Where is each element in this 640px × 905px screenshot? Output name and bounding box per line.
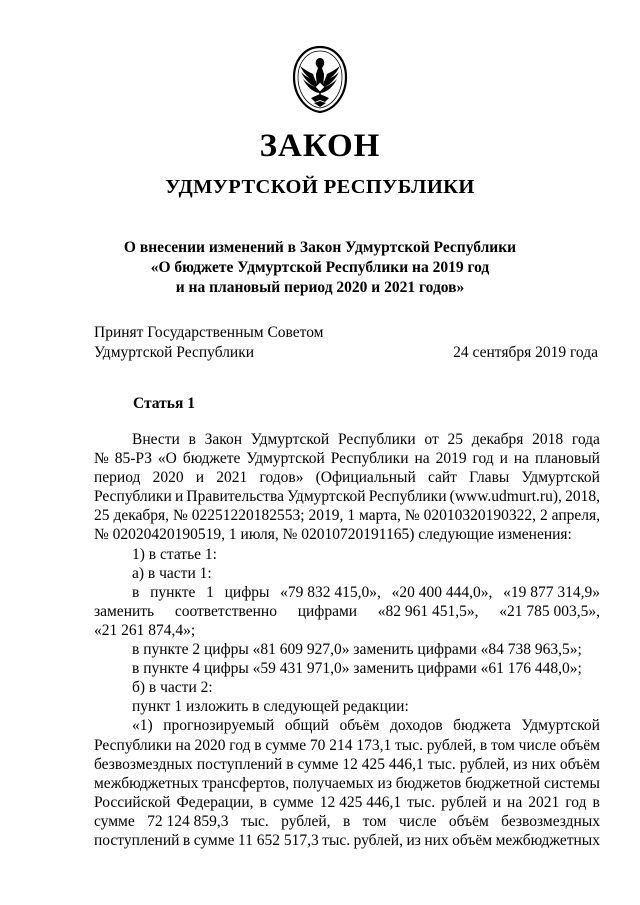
- word: марта,: [359, 507, 401, 525]
- word: от: [424, 431, 439, 448]
- word: безвозмездных: [94, 755, 193, 773]
- word: Удмуртской: [287, 488, 366, 506]
- word: в: [286, 755, 294, 773]
- word: в: [132, 583, 140, 601]
- word: них: [531, 755, 556, 773]
- word: «79 832 415,0»,: [280, 583, 381, 601]
- word: Правительства: [186, 488, 284, 506]
- word: в: [182, 831, 191, 849]
- word: период: [94, 469, 141, 487]
- list-item: а) в части 1:: [132, 564, 212, 582]
- word: межбюджетных: [495, 831, 600, 849]
- text-line: [94, 602, 600, 621]
- word: Республики: [94, 736, 172, 754]
- text-line: [94, 583, 600, 602]
- word: 2020: [152, 469, 184, 487]
- text-line: «21 261 874,4»;: [94, 621, 196, 639]
- word: тыс.: [395, 736, 423, 754]
- word: Республики: [337, 431, 416, 448]
- law-heading-line: «О бюджете Удмуртской Республики на 2019 год: [150, 259, 490, 276]
- document-type-title: ЗАКОН: [259, 128, 381, 164]
- word: в: [254, 736, 262, 754]
- word: получаемых: [292, 774, 374, 792]
- word: тыс.: [240, 812, 269, 830]
- word: год: [229, 736, 251, 754]
- law-heading-line: и на плановый период 2020 и 2021 годов»: [175, 279, 465, 296]
- word: «1): [132, 717, 153, 735]
- list-item: в пункте 4 цифры «59 431 971,0» заменить цифрами «61 176 448,0»;: [132, 660, 582, 678]
- word: объём: [339, 717, 380, 735]
- word: рублей,: [426, 736, 477, 754]
- word: тыс.: [427, 755, 456, 773]
- word: на: [507, 793, 523, 811]
- word: 85-РЗ: [114, 450, 152, 468]
- text-line: [94, 716, 600, 735]
- adoption-date: 24 сентября 2019 года: [453, 344, 598, 361]
- word: на: [175, 736, 191, 754]
- word: и: [195, 469, 205, 487]
- word: тыс.: [322, 831, 351, 849]
- text-line: [94, 506, 600, 525]
- word: года: [571, 431, 600, 448]
- article-body: [94, 430, 600, 850]
- text-line: [94, 430, 600, 449]
- word: годов»: [259, 469, 304, 487]
- word: и: [174, 488, 184, 506]
- word: в: [188, 431, 196, 448]
- word: соответственно: [174, 602, 277, 620]
- word: 70 214 173,1: [309, 736, 392, 754]
- word: 2021: [528, 793, 560, 811]
- word: Российской: [94, 793, 171, 811]
- word: прогнозируемый: [163, 717, 275, 735]
- word: цифры: [224, 583, 270, 601]
- word: Республики: [94, 488, 172, 506]
- text-line: [94, 487, 600, 506]
- word: №: [404, 507, 420, 525]
- word: Республики: [368, 488, 447, 506]
- word: в: [259, 793, 267, 811]
- word: рублей,: [353, 831, 403, 849]
- word: бюджетной: [465, 774, 541, 792]
- article-title: Статья 1: [133, 395, 195, 412]
- adopted-by-line: Принят Государственным Советом: [94, 324, 324, 341]
- word: на: [513, 450, 530, 468]
- word: 2018: [532, 431, 564, 448]
- word: числе: [398, 812, 437, 830]
- word: 2021: [216, 469, 248, 487]
- word: Удмуртской: [521, 469, 600, 487]
- word: сайт: [427, 469, 457, 487]
- word: №: [94, 450, 109, 468]
- word: сумме: [272, 793, 314, 811]
- text-line: [94, 774, 600, 793]
- word: из: [513, 755, 528, 773]
- text-line: [94, 812, 600, 831]
- word: Внести: [132, 431, 180, 448]
- text-line: [94, 755, 600, 774]
- word: межбюджетных: [94, 774, 199, 792]
- word: сумме: [297, 755, 339, 773]
- text-line: [94, 468, 600, 487]
- word: «82 961 451,5»,: [377, 602, 479, 620]
- word: и: [492, 793, 501, 811]
- word: «О: [157, 450, 177, 468]
- word: сумме: [94, 812, 135, 830]
- word: 72 124 859,3: [147, 812, 229, 830]
- coat-of-arms-emblem-icon: [291, 44, 349, 114]
- word: 25: [94, 507, 110, 525]
- word: системы: [543, 774, 600, 792]
- word: в: [479, 736, 488, 754]
- word: Удмуртской: [246, 450, 325, 468]
- word: (Официальный: [315, 469, 416, 487]
- word: рублей: [441, 793, 487, 811]
- word: безвозмездных: [501, 812, 600, 830]
- word: рублей,: [459, 755, 510, 773]
- word: цифрами: [297, 602, 358, 620]
- word: 2018,: [565, 488, 600, 506]
- word: объём: [448, 812, 489, 830]
- word: декабря,: [113, 507, 170, 525]
- word: общий: [284, 717, 329, 735]
- word: Закон: [204, 431, 243, 448]
- word: и: [499, 450, 508, 468]
- word: (www.udmurt.ru),: [449, 488, 562, 506]
- word: доходов: [389, 717, 443, 735]
- word: 12 425 446,1: [342, 755, 424, 773]
- word: в: [342, 812, 351, 830]
- word: 11 652 517,3: [237, 831, 319, 849]
- word: декабря: [471, 431, 524, 448]
- word: 25: [447, 431, 463, 448]
- word: поступлений: [196, 755, 283, 773]
- word: 1: [347, 507, 356, 525]
- word: бюджетов: [395, 774, 462, 792]
- word: «21 785 003,5»,: [499, 602, 600, 620]
- word: том: [491, 736, 515, 754]
- word: 02251220182553;: [191, 507, 305, 525]
- word: на: [414, 450, 430, 468]
- text-line: [94, 736, 600, 755]
- word: 2020: [194, 736, 226, 754]
- word: объём: [559, 755, 600, 773]
- text-line: [94, 793, 600, 812]
- document-issuer-subtitle: УДМУРТСКОЙ РЕСПУБЛИКИ: [165, 176, 475, 198]
- word: плановый: [534, 450, 600, 468]
- word: поступлений: [94, 831, 180, 849]
- word: Удмуртской: [250, 431, 330, 448]
- word: Удмуртской: [521, 717, 600, 735]
- word: из: [377, 774, 392, 792]
- word: числе: [518, 736, 557, 754]
- word: «20 400 444,0»,: [391, 583, 493, 601]
- text-line: [94, 449, 600, 468]
- word: бюджете: [182, 450, 241, 468]
- adoption-block: [94, 323, 604, 363]
- law-heading-line: О внесении изменений в Закон Удмуртской Республики: [123, 239, 517, 256]
- word: год: [565, 793, 587, 811]
- word: 02010320190322,: [423, 507, 536, 525]
- word: «19 877 314,9»: [503, 583, 600, 601]
- word: том: [362, 812, 387, 830]
- word: год: [472, 450, 494, 468]
- word: апреля,: [551, 507, 600, 525]
- list-item: 1) в статье 1:: [132, 545, 217, 563]
- word: них: [424, 831, 449, 849]
- word: 12 425 446,1: [319, 793, 402, 811]
- word: №: [173, 507, 188, 525]
- word: сумме: [193, 831, 235, 849]
- word: Федерации,: [176, 793, 254, 811]
- word: объём: [560, 736, 600, 754]
- word: в: [592, 793, 600, 811]
- word: 2019,: [308, 507, 344, 525]
- text-line: [94, 831, 600, 850]
- word: Республики: [330, 450, 409, 468]
- word: бюджета: [453, 717, 511, 735]
- list-item: б) в части 2:: [132, 679, 213, 697]
- word: пункте: [150, 583, 196, 601]
- word: из: [406, 831, 421, 849]
- word: тыс.: [407, 793, 436, 811]
- adopted-by-line: Удмуртской Республики: [94, 344, 255, 361]
- word: рублей,: [281, 812, 331, 830]
- word: 1: [206, 583, 214, 601]
- text-line: № 02020420190519, 1 июля, № 02010720191165) следующие изменения:: [94, 526, 572, 544]
- list-item: пункт 1 изложить в следующей редакции:: [132, 698, 409, 716]
- word: трансфертов,: [202, 774, 290, 792]
- word: объём: [452, 831, 493, 849]
- word: Главы: [469, 469, 510, 487]
- word: 2: [539, 507, 548, 525]
- word: заменить: [94, 602, 155, 620]
- word: 2019: [435, 450, 467, 468]
- list-item: в пункте 2 цифры «81 609 927,0» заменить цифрами «84 738 963,5»;: [132, 641, 582, 659]
- word: сумме: [265, 736, 307, 754]
- law-heading: [0, 238, 640, 298]
